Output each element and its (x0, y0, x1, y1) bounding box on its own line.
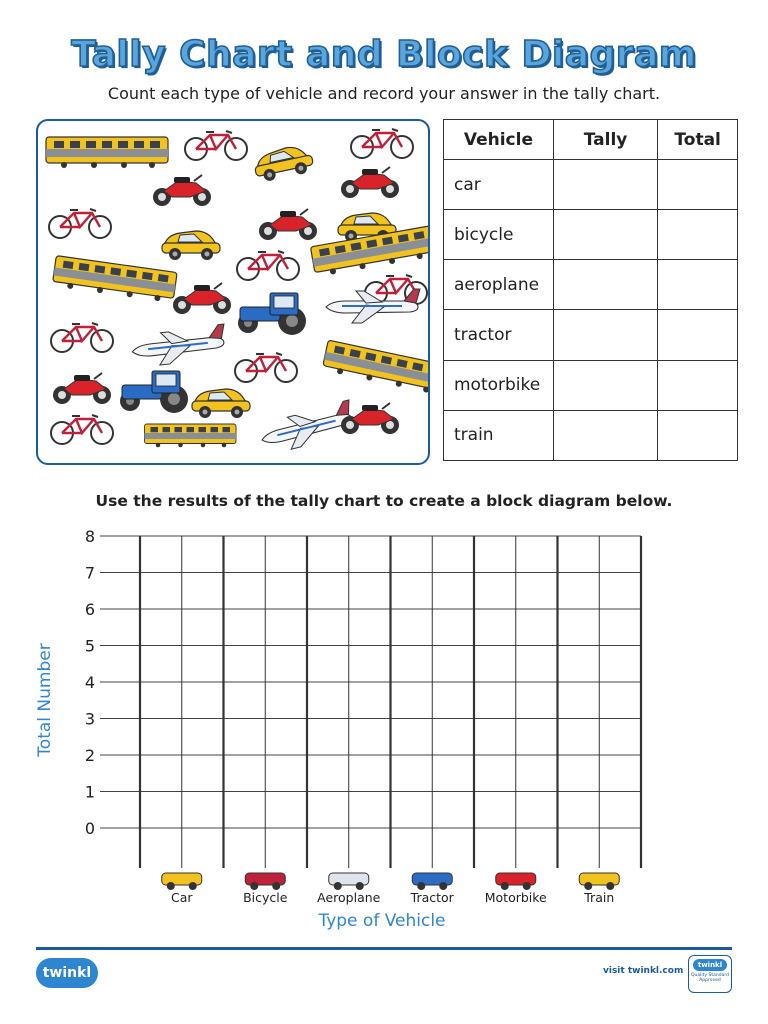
tractor-illustration (120, 371, 188, 413)
motorbike-icon (496, 873, 536, 890)
bicycle-illustration (51, 323, 113, 352)
train-illustration (145, 424, 237, 447)
total-cell[interactable] (658, 360, 738, 410)
bicycle-illustration (351, 129, 413, 158)
twinkl-logo[interactable]: twinkl (36, 958, 98, 988)
quality-badge (688, 955, 732, 993)
motorbike-illustration (341, 403, 399, 434)
vehicle-illustration (38, 121, 428, 463)
tally-header-row (444, 120, 738, 160)
y-tick-label: 6 (84, 600, 95, 619)
tractor-illustration (238, 293, 306, 335)
y-tick-label: 2 (84, 746, 95, 765)
bicycle-illustration (237, 251, 299, 280)
category-label: Bicycle (243, 890, 288, 905)
y-tick-label: 4 (84, 673, 95, 692)
tally-row-tractor (444, 310, 738, 360)
aeroplane-icon (329, 873, 369, 890)
tally-row-aeroplane (444, 260, 738, 310)
tally-cell[interactable] (553, 260, 657, 310)
motorbike-illustration (153, 175, 211, 206)
category-label: Train (584, 890, 615, 905)
car-icon (162, 873, 202, 890)
bicycle-icon (245, 873, 285, 890)
bicycle-illustration (51, 415, 113, 444)
block-diagram-instruction: Use the results of the tally chart to create a block diagram below. (95, 492, 673, 510)
total-cell[interactable] (658, 260, 738, 310)
header-vehicle: Vehicle (444, 120, 554, 160)
category-label: Car (170, 890, 193, 905)
motorbike-illustration (259, 209, 317, 240)
vehicle-picture-panel (36, 119, 430, 465)
y-tick-label: 7 (84, 563, 95, 583)
y-axis-label: Total Number (35, 643, 55, 757)
visit-link[interactable]: visit twinkl.com (603, 966, 684, 976)
tally-table (443, 119, 738, 461)
vehicle-label: bicycle (444, 210, 554, 260)
page-subtitle: Count each type of vehicle and record your answer in the tally chart. (107, 84, 661, 103)
badge-logo: twinkl (693, 959, 727, 971)
total-cell[interactable] (658, 310, 738, 360)
header-tally: Tally (553, 120, 657, 160)
tally-cell[interactable] (553, 210, 657, 260)
chart-grid (100, 536, 641, 868)
tractor-icon (412, 873, 452, 890)
vehicle-label: tractor (444, 310, 554, 360)
bicycle-illustration (185, 131, 247, 160)
tally-row-motorbike (444, 360, 738, 410)
tally-cell[interactable] (553, 310, 657, 360)
y-tick-label: 1 (84, 782, 95, 802)
bicycle-illustration (49, 209, 111, 238)
train-illustration (322, 340, 428, 396)
y-tick-label: 0 (84, 819, 95, 838)
category-labels (171, 890, 614, 905)
aeroplane-illustration (130, 324, 227, 368)
motorbike-illustration (53, 373, 111, 404)
block-diagram (0, 520, 768, 940)
footer-divider (36, 947, 732, 950)
train-illustration (46, 137, 168, 168)
category-label: Motorbike (484, 890, 547, 905)
vehicle-label: motorbike (444, 360, 554, 410)
train-icon (579, 873, 619, 890)
category-icons (162, 873, 620, 890)
total-cell[interactable] (658, 410, 738, 460)
y-tick-label: 8 (84, 527, 95, 546)
motorbike-illustration (341, 167, 399, 198)
vehicle-label: train (444, 410, 554, 460)
y-tick-label: 3 (84, 709, 95, 729)
page-title: Tally Chart and Block Diagram (71, 34, 697, 75)
category-label: Tractor (410, 890, 454, 905)
tally-row-bicycle (444, 210, 738, 260)
category-label: Aeroplane (317, 890, 381, 905)
vehicle-label: aeroplane (444, 260, 554, 310)
x-axis-label: Type of Vehicle (318, 911, 446, 931)
tally-row-car (444, 160, 738, 210)
car-illustration (162, 231, 220, 260)
car-illustration (192, 389, 250, 418)
tally-cell[interactable] (553, 160, 657, 210)
motorbike-illustration (173, 283, 231, 314)
badge-text: Quality Standard Approved (691, 973, 729, 983)
tally-row-train (444, 410, 738, 460)
total-cell[interactable] (658, 210, 738, 260)
tally-cell[interactable] (553, 410, 657, 460)
y-tick-labels (85, 527, 95, 838)
car-illustration (252, 143, 315, 183)
y-tick-label: 5 (84, 636, 95, 656)
train-illustration (52, 256, 177, 304)
tally-cell[interactable] (553, 360, 657, 410)
vehicle-label: car (444, 160, 554, 210)
total-cell[interactable] (658, 160, 738, 210)
bicycle-illustration (235, 353, 297, 382)
header-total: Total (658, 120, 738, 160)
